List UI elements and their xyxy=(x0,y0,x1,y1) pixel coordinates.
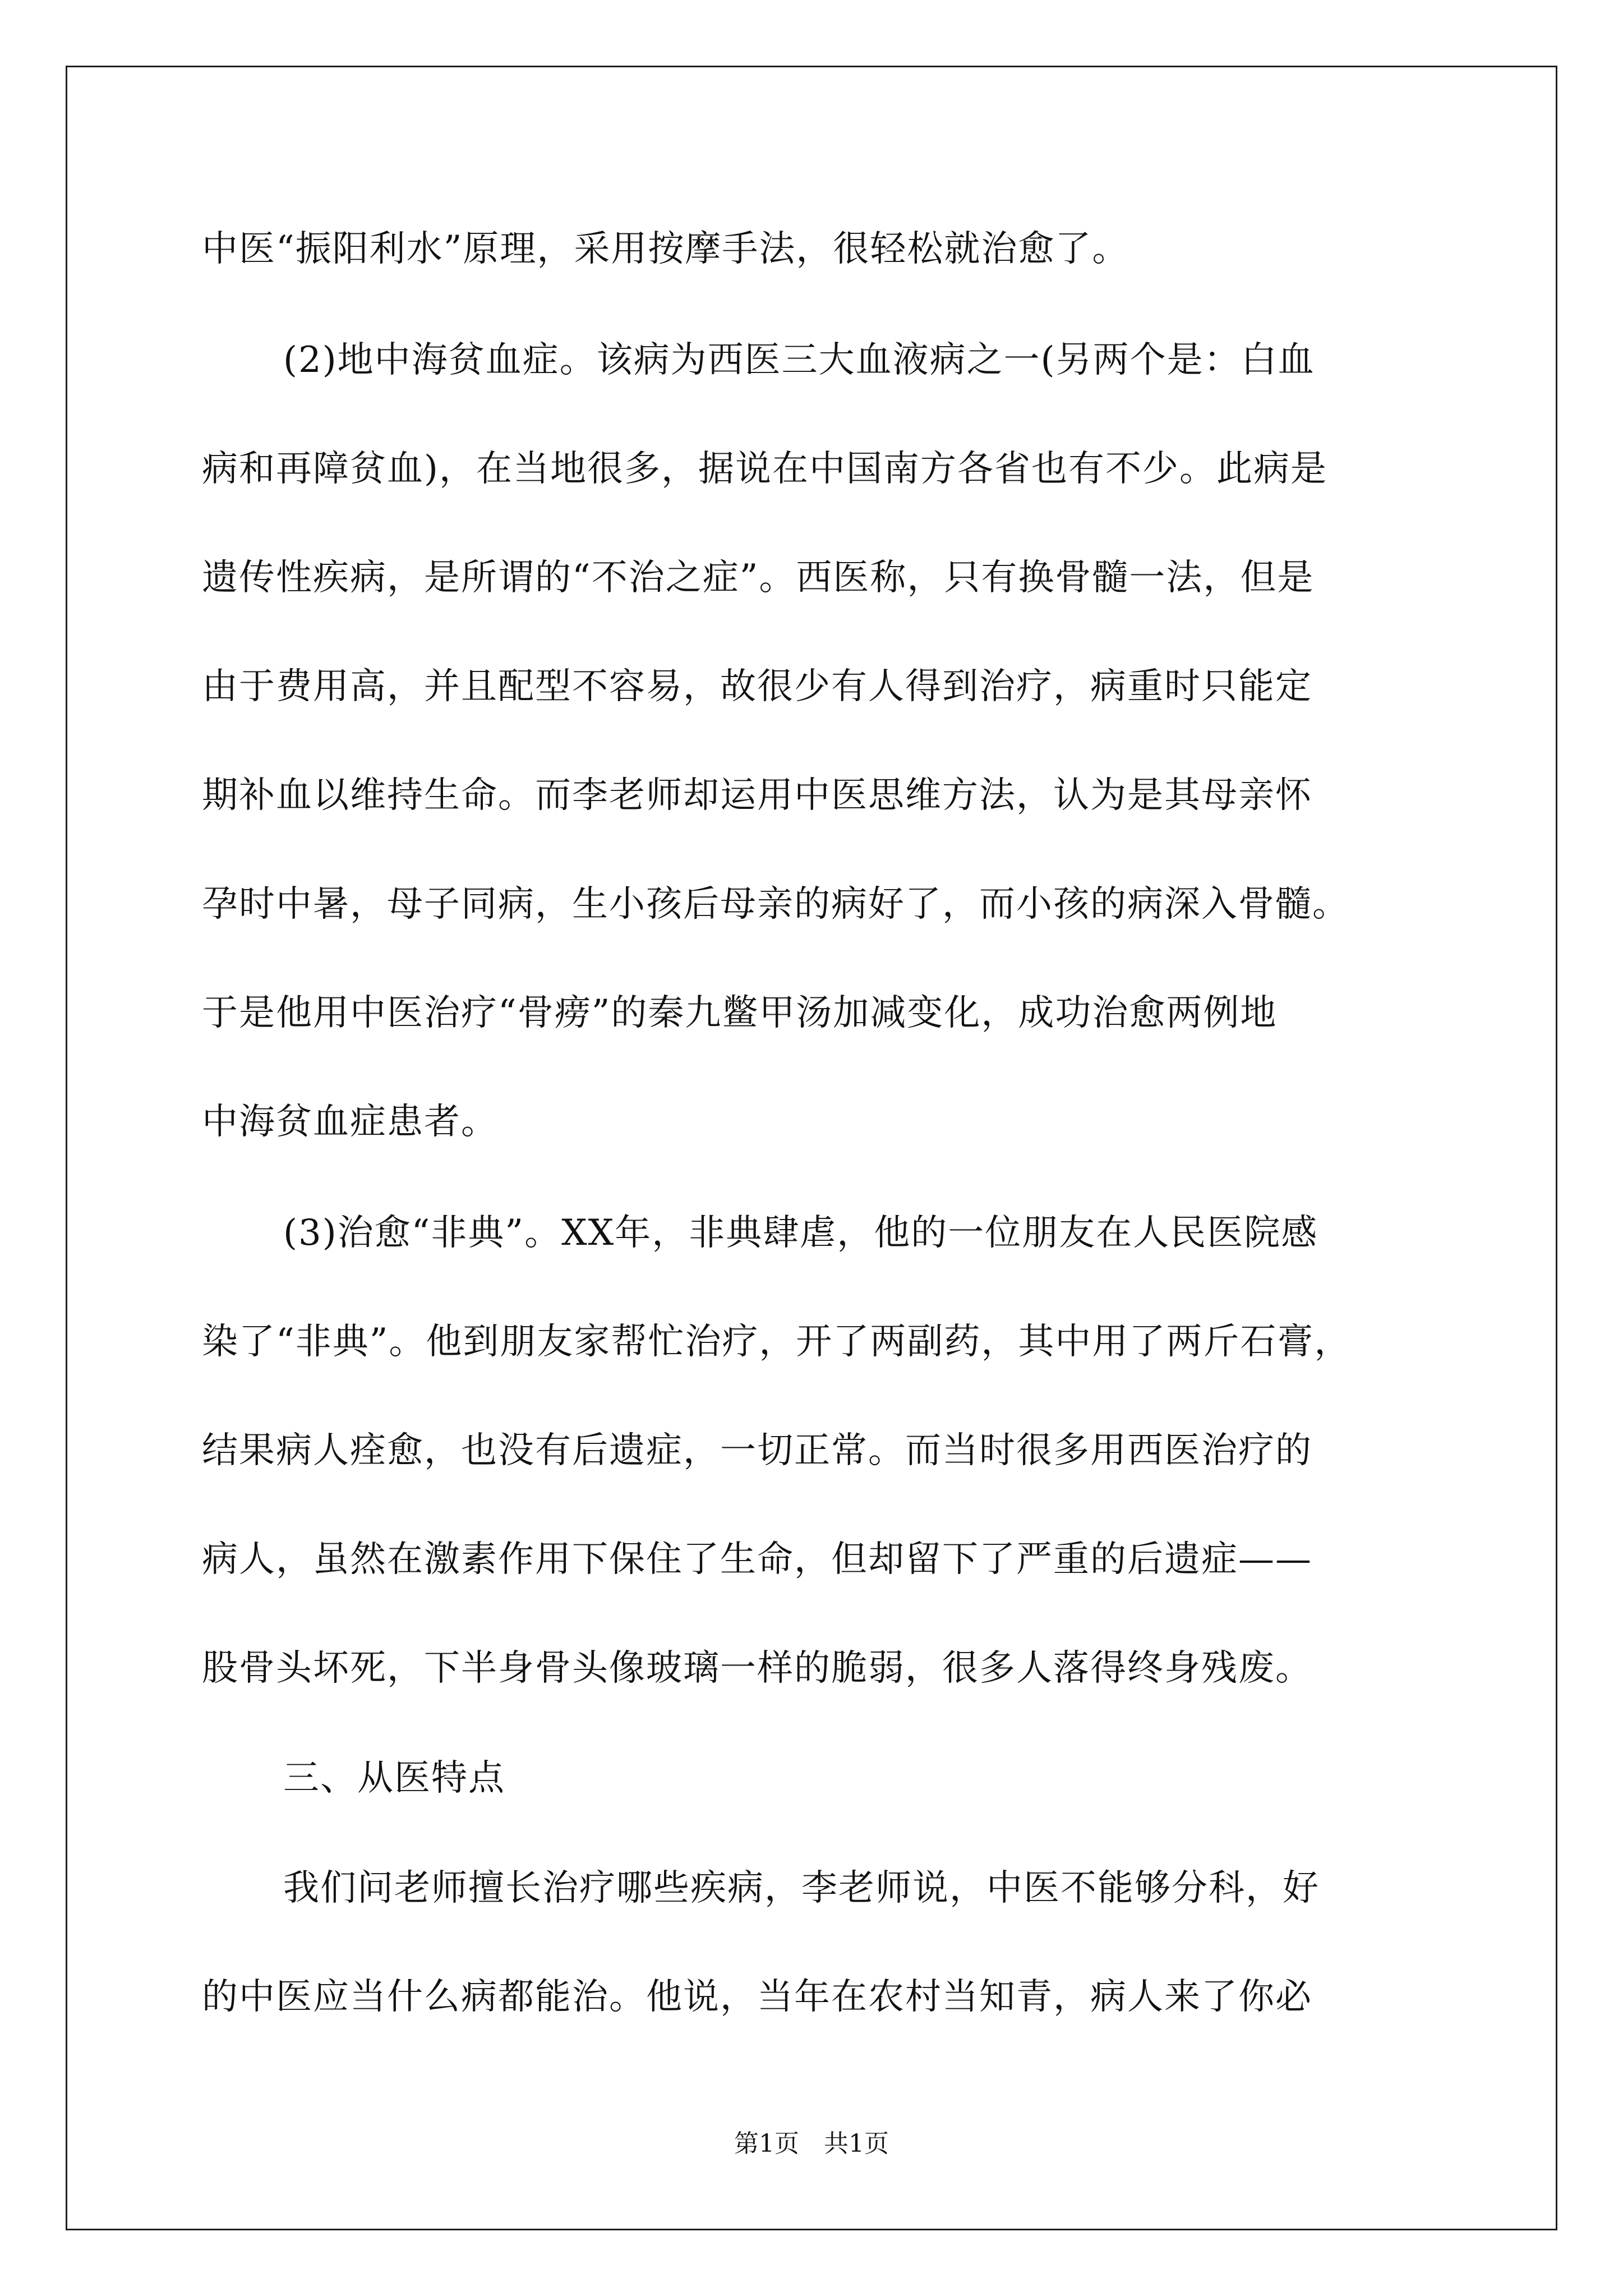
page-number-footer: 第1页 共1页 xyxy=(734,2129,889,2158)
text-line-3: 病和再障贫血)，在当地很多，据说在中国南方各省也有不少。此病是 xyxy=(202,448,1327,490)
text-line-7: 孕时中暑，母子同病，生小孩后母亲的病好了，而小孩的病深入骨髓。 xyxy=(202,884,1349,925)
text-line-10: (3)治愈“非典”。XX年，非典肆虐，他的一位朋友在人民医院感 xyxy=(283,1212,1318,1254)
text-line-4: 遗传性疾病，是所谓的“不治之症”。西医称，只有换骨髓一法，但是 xyxy=(202,557,1315,599)
text-line-2: (2)地中海贫血症。该病为西医三大血液病之一(另两个是：白血 xyxy=(283,339,1315,381)
text-line-8: 于是他用中医治疗“骨痨”的秦九鳖甲汤加减变化，成功治愈两例地 xyxy=(202,992,1278,1034)
text-line-11: 染了“非典”。他到朋友家帮忙治疗，开了两副药，其中用了两斤石膏， xyxy=(202,1321,1352,1363)
section-heading: 三、从医特点 xyxy=(283,1757,505,1799)
text-line-16: 我们问老师擅长治疗哪些疾病，李老师说，中医不能够分科，好 xyxy=(283,1867,1320,1909)
text-line-13: 病人，虽然在激素作用下保住了生命，但却留下了严重的后遗症—— xyxy=(202,1539,1312,1580)
text-line-1: 中医“振阳利水”原理，采用按摩手法，很轻松就治愈了。 xyxy=(202,228,1129,270)
text-line-14: 股骨头坏死，下半身骨头像玻璃一样的脆弱，很多人落得终身残废。 xyxy=(202,1648,1312,1689)
text-line-17: 的中医应当什么病都能治。他说，当年在农村当知青，病人来了你必 xyxy=(202,1976,1312,2018)
text-line-12: 结果病人痊愈，也没有后遗症，一切正常。而当时很多用西医治疗的 xyxy=(202,1430,1312,1471)
text-line-5: 由于费用高，并且配型不容易，故很少有人得到治疗，病重时只能定 xyxy=(202,666,1312,707)
text-line-9: 中海贫血症患者。 xyxy=(202,1101,498,1143)
text-line-6: 期补血以维持生命。而李老师却运用中医思维方法，认为是其母亲怀 xyxy=(202,775,1312,816)
